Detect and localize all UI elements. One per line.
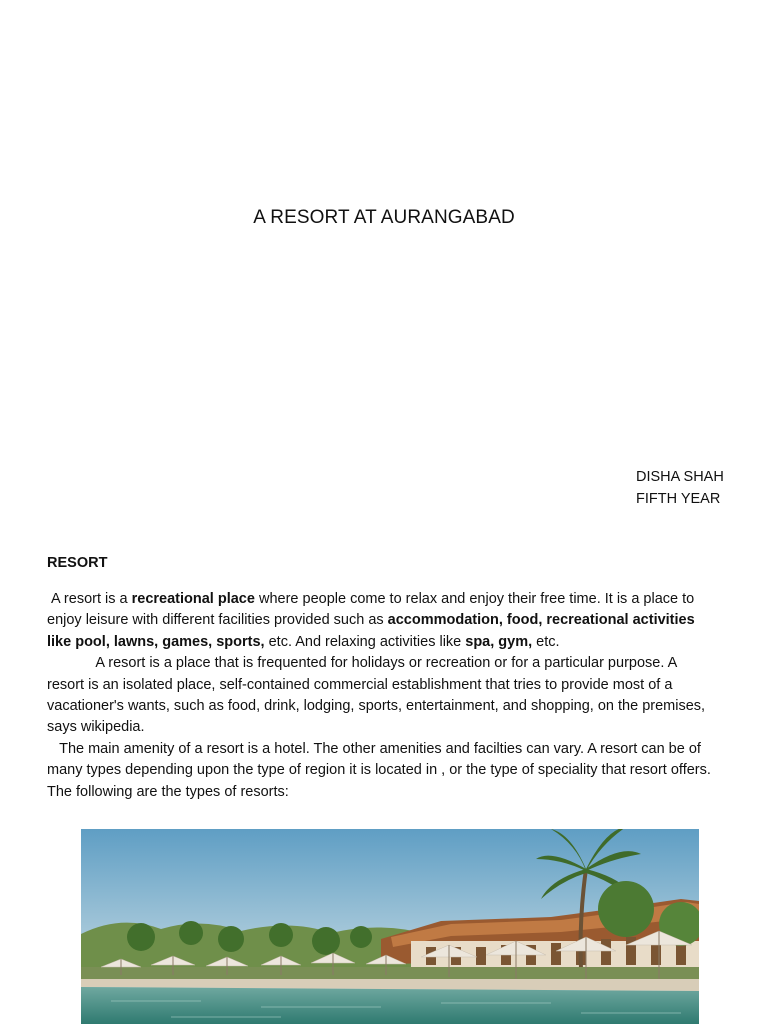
author-name: DISHA SHAH bbox=[636, 469, 724, 485]
paragraph-2: A resort is a place that is frequented for holidays or recreation or for a particular purpose. A resort is an isolated place, self-contained commercial establishment that tries to provide most of a vacationer's wants, such as food, drink, lodging, sports, entertainment, and shopping, on the premises, says wikipedia. bbox=[47, 655, 710, 736]
author-block bbox=[636, 466, 724, 510]
pool bbox=[81, 987, 699, 1024]
document-title: A RESORT AT AURANGABAD bbox=[253, 207, 515, 228]
p1-bold-2: accommodation, food, recreational activities like pool, lawns, games, sports, bbox=[47, 612, 699, 650]
p1-bold-1: recreational place bbox=[131, 591, 255, 607]
p1-text-1: A resort is a bbox=[47, 591, 132, 607]
paragraph-1 bbox=[47, 589, 715, 653]
p1-bold-3: spa, gym, bbox=[465, 633, 533, 650]
paragraph-3: The main amenity of a resort is a hotel. The other amenities and facilties can vary. A resort can be of many types depending upon the type of region it is located in , or the type of speciality that resort offers. The following are the types of resorts: bbox=[47, 740, 715, 800]
section-body bbox=[47, 589, 715, 803]
section-heading: RESORT bbox=[47, 555, 108, 571]
author-year: FIFTH YEAR bbox=[636, 491, 721, 507]
p1-text-4: etc. bbox=[532, 633, 560, 650]
lawn bbox=[81, 967, 699, 981]
p1-text-3: etc. And relaxing activities like bbox=[264, 633, 466, 650]
p1-text-2: where people come to relax and enjoy their free time. It is a place to enjoy leisure with different facilities provided such as bbox=[47, 591, 699, 629]
resort-photo-illustration bbox=[81, 829, 699, 1024]
resort-photo bbox=[81, 829, 699, 1024]
